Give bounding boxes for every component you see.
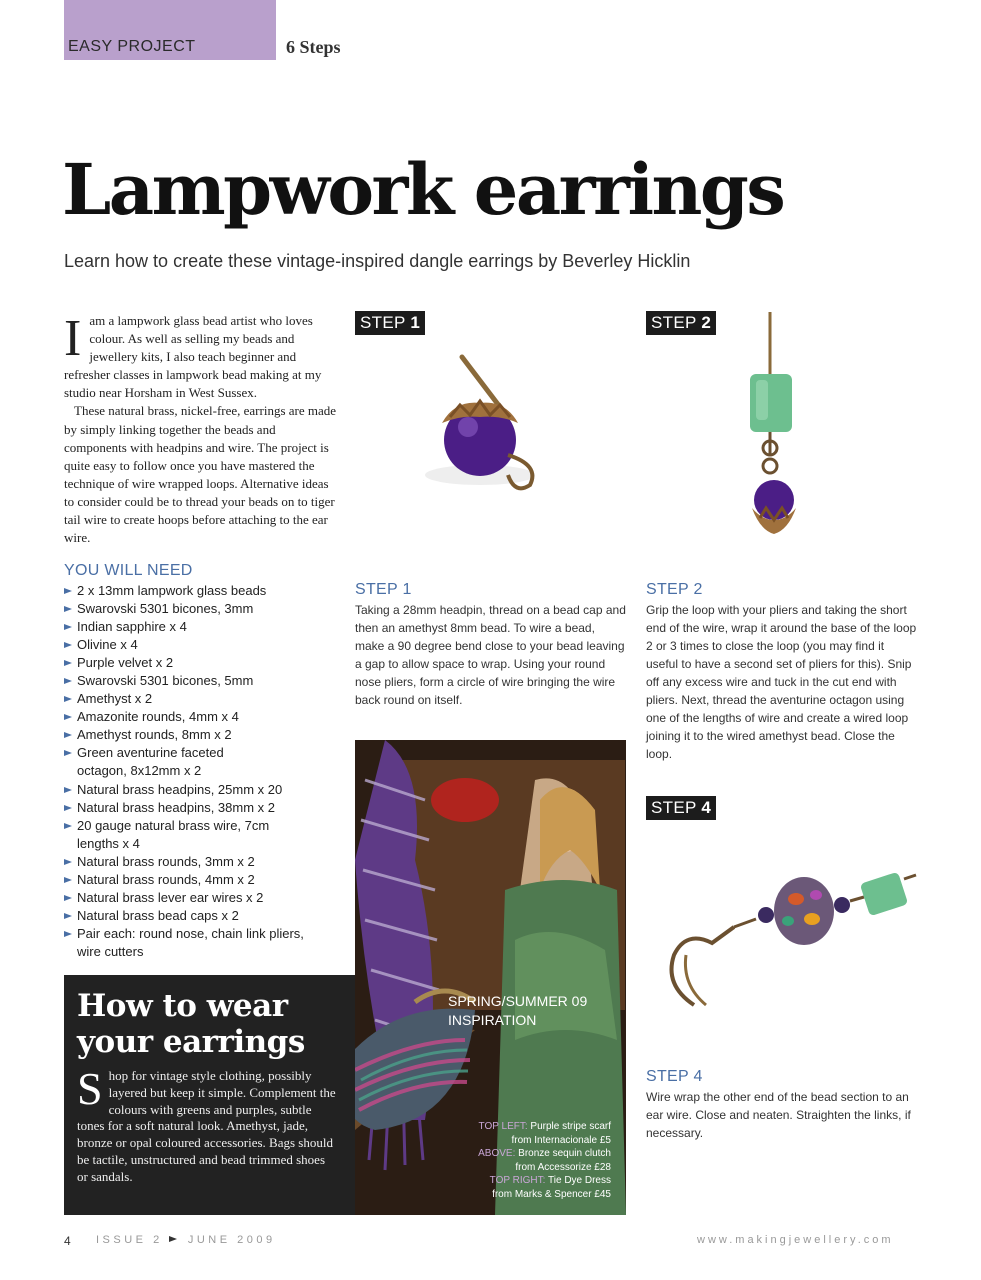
issue-info	[96, 1234, 276, 1246]
caption-top-right	[440, 1174, 611, 1188]
page-number: 4	[64, 1234, 71, 1248]
materials-item: Green aventurine faceted octagon, 8x12mm x 2	[64, 744, 237, 780]
step2-heading: STEP 2	[646, 581, 703, 598]
caption-key: ABOVE:	[478, 1148, 516, 1159]
issue-number: ISSUE 2	[96, 1234, 163, 1246]
materials-item: Amethyst x 2	[64, 690, 344, 708]
caption-source: from Marks & Spencer £45	[492, 1188, 611, 1200]
caption-source: from Internacionale £5	[511, 1134, 611, 1146]
step1-heading: STEP 1	[355, 581, 412, 598]
you-will-need-heading: YOU WILL NEED	[64, 562, 193, 579]
materials-item: Natural brass bead caps x 2	[64, 907, 344, 925]
step2-badge-number: 2	[701, 313, 712, 332]
materials-item: Natural brass rounds, 3mm x 2	[64, 853, 344, 871]
intro-paragraph-2: These natural brass, nickel-free, earrings are made by simply linking together the beads and components with headpins and wire. The project is quite easy to follow once you have mastered the technique of wire wrapped loops. Alternative ideas to consider could be to thread your beads on to tiger tail wire to create hoops before attaching to the ear wire.	[64, 403, 337, 546]
materials-item: 20 gauge natural brass wire, 7cm lengths x 4	[64, 817, 287, 853]
materials-item: Olivine x 4	[64, 636, 344, 654]
website-url[interactable]: www.makingjewellery.com	[697, 1234, 894, 1246]
photo-captions	[440, 1120, 611, 1201]
article-title: Lampwork earrings	[62, 148, 784, 231]
step4-text: Wire wrap the other end of the bead section to an ear wire. Close and neaten. Straighten the links, if necessary.	[646, 1090, 911, 1140]
step2-text: Grip the loop with your pliers and taking the short end of the wire, wrap it around the base of the loop 2 or 3 times to close the loop (you may find it useful to have a second set of pliers for this). Snip off any excess wire and tuck in the cut end with pliers. Next, thread the aventurine octagon using one of the lengths of wire and create a wired loop joining it to the wired amethyst bead. Close the loop.	[646, 603, 917, 761]
materials-item: Natural brass lever ear wires x 2	[64, 889, 344, 907]
materials-item: Natural brass rounds, 4mm x 2	[64, 871, 344, 889]
step4-badge-number: 4	[701, 798, 712, 817]
issue-date: JUNE 2009	[187, 1234, 276, 1246]
materials-item: Amazonite rounds, 4mm x 4	[64, 708, 344, 726]
inspiration-label-line2: INSPIRATION	[448, 1012, 537, 1028]
step4-badge-word: STEP	[651, 798, 697, 817]
intro-p1-text: am a lampwork glass bead artist who loves colour. As well as selling my beads and jewellery kits, I also teach beginner and refresher classes in lampwork bead making at my studio near Horsham in West Sussex.	[64, 313, 322, 401]
step1-badge	[355, 311, 425, 335]
article-subtitle: Learn how to create these vintage-inspired dangle earrings by Beverley Hicklin	[64, 251, 691, 271]
caption-item: Purple stripe scarf	[530, 1121, 611, 1132]
materials-item: Pair each: round nose, chain link pliers, wire cutters	[64, 925, 322, 961]
project-category-tag	[64, 0, 276, 60]
how-to-wear-title	[77, 988, 305, 1060]
caption-item: Tie Dye Dress	[548, 1175, 611, 1186]
intro-paragraph-1	[64, 312, 340, 402]
step2-badge-word: STEP	[651, 313, 697, 332]
caption-key: TOP LEFT:	[478, 1121, 528, 1132]
step1-photo-bead-cap-amethyst	[380, 345, 570, 505]
steps-count: 6 Steps	[286, 37, 341, 57]
project-category-label: EASY PROJECT	[68, 38, 196, 55]
step1-text: Taking a 28mm headpin, thread on a bead cap and then an amethyst 8mm bead. To wire a bead, make a 90 degree bend close to your bead leaving a gap to allow space to wrap. Using your round nose pliers, form a circle of wire bringing the wire back round on itself.	[355, 603, 626, 707]
inspiration-label	[448, 992, 587, 1030]
intro-dropcap: I	[64, 310, 82, 367]
materials-item: Natural brass headpins, 38mm x 2	[64, 799, 344, 817]
materials-item: Natural brass headpins, 25mm x 20	[64, 781, 344, 799]
step4-heading: STEP 4	[646, 1068, 703, 1085]
intro-text	[64, 312, 340, 547]
how-to-wear-dropcap: S	[77, 1063, 103, 1114]
materials-item: Swarovski 5301 bicones, 3mm	[64, 600, 344, 618]
caption-item: Bronze sequin clutch	[518, 1148, 611, 1159]
materials-item: Amethyst rounds, 8mm x 2	[64, 726, 344, 744]
materials-item: Indian sapphire x 4	[64, 618, 344, 636]
materials-list	[64, 582, 344, 961]
materials-item: Purple velvet x 2	[64, 654, 344, 672]
step1-badge-word: STEP	[360, 313, 406, 332]
how-to-wear-title-line1: How to wear	[77, 988, 288, 1024]
arrow-icon	[169, 1236, 177, 1242]
caption-source: from Accessorize £28	[515, 1161, 611, 1173]
step4-badge	[646, 796, 716, 820]
inspiration-label-line1: SPRING/SUMMER 09	[448, 993, 588, 1009]
materials-item: Swarovski 5301 bicones, 5mm	[64, 672, 344, 690]
caption-key: TOP RIGHT:	[489, 1175, 546, 1186]
materials-item: 2 x 13mm lampwork glass beads	[64, 582, 344, 600]
caption-top-left	[440, 1120, 611, 1134]
caption-above	[440, 1147, 611, 1161]
step1-badge-number: 1	[410, 313, 421, 332]
step4-photo-lampwork-bead-ear-wire	[646, 855, 918, 1025]
how-to-wear-body: hop for vintage style clothing, possibly layered but keep it simple. Complement the colours with greens and purples, subtle tones for a soft natural look. Amethyst, jade, bronze or opal coloured accessories. Bags should be tactile, unstructured and bead trimmed shoes or sandals.	[77, 1068, 336, 1184]
step2-photo-aventurine-amethyst	[690, 308, 870, 560]
how-to-wear-text	[77, 1063, 337, 1186]
how-to-wear-title-line2: your earrings	[77, 1024, 305, 1060]
